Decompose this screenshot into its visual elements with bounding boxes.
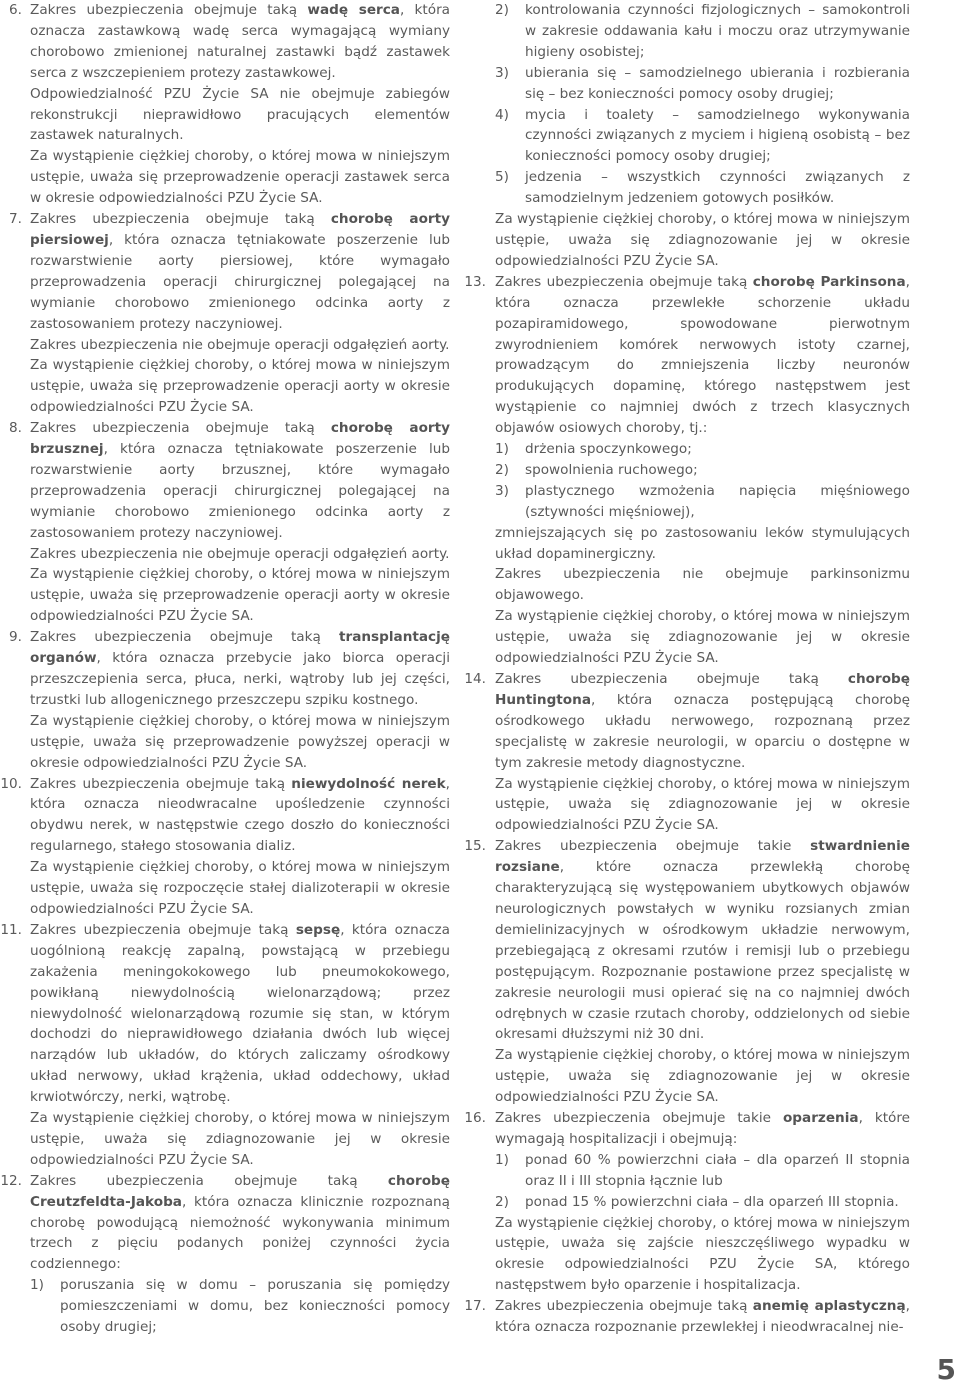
clause-paragraph: [30, 418, 450, 543]
clause-body: [30, 627, 450, 773]
clause-paragraph: [495, 669, 910, 774]
clause-definition: , która oznacza zastawkową wadę serca wymagającą wymiany chorobowo zmienionej naturalnej zastawki bądź zastawek serca z wszczepieniem protezy zastawkowej.: [30, 2, 450, 81]
clause-paragraph: Za wystąpienie ciężkiej choroby, o której mowa w niniejszym ustępie, uważa się przeprowadzenie operacji aorty w okresie odpowiedzialności PZU Życie SA.: [30, 566, 450, 625]
clause-paragraph: Za wystąpienie ciężkiej choroby, o której mowa w niniejszym ustępie, uważa się zdiagnozowanie jej w okresie odpowiedzialności PZU Życie SA.: [495, 608, 911, 667]
clause-definition: , która oznacza klinicznie rozpoznaną chorobę powodującą niemożność wykonywania minimum trzech z pięciu podanych poniżej czynności życia codziennego:: [30, 1193, 450, 1273]
clause-body: [30, 920, 450, 1171]
clause-paragraph: Zakres ubezpieczenia nie obejmuje operacji odgałęzień aorty.: [30, 545, 450, 562]
clause-intro: Zakres ubezpieczenia obejmuje taką: [30, 775, 292, 792]
clause-number: 14.: [464, 671, 486, 687]
clause-paragraph: Za wystąpienie ciężkiej choroby, o której mowa w niniejszym ustępie, uważa się rozpoczęcie stałej dializoterapii w okresie odpowiedzialności PZU Życie SA.: [30, 859, 450, 917]
clause-number: 11.: [0, 921, 22, 938]
sub-item-text: spowolnienia ruchowego;: [525, 461, 698, 478]
sub-item: [495, 167, 910, 209]
clause-number: 15.: [464, 838, 486, 855]
clause-paragraph: Za wystąpienie ciężkiej choroby, o której mowa w niniejszym ustępie, uważa się zdiagnozowanie jej w okresie odpowiedzialności PZU Życie SA.: [495, 775, 911, 834]
clause-number: 9.: [9, 629, 22, 646]
clause-paragraph: [30, 1171, 450, 1276]
clause-paragraph: Za wystąpienie ciężkiej choroby, o której mowa w niniejszym ustępie, uważa się zdiagnozowanie jej w okresie odpowiedzialności PZU Życie SA.: [495, 211, 911, 269]
clause-term: niewydolność nerek: [291, 775, 446, 792]
clause-paragraph: [495, 836, 910, 1045]
clause-paragraph: [30, 627, 450, 711]
sub-item: [30, 1275, 450, 1338]
clause-10: [0, 774, 450, 920]
clause-definition: , która oznacza przebycie jako biorca operacji przeszczepienia serca, płuca, nerki, wątroby lub jej części, trzustki lub allogenicznego przeszczepu szpiku kostnego.: [30, 650, 450, 708]
clause-definition: , która oznacza tętniakowate poszerzenie lub rozwarstwienie aorty piersiowej, które wymagało przeprowadzenia operacji chirurgicznej polegającej na wymianie chorobowo zmienionego odcinka aorty z zastosowaniem protezy naczyniowej.: [30, 231, 450, 332]
clause-intro: Zakres ubezpieczenia obejmuje takie: [495, 838, 811, 855]
sub-item: [495, 1192, 910, 1213]
clause-term: stwardnienie rozsiane: [495, 838, 910, 876]
clause-term: chorobę aorty brzusznej: [30, 420, 450, 458]
sub-item: [495, 0, 910, 63]
clause-7: [0, 209, 450, 418]
sub-item-number: 3): [495, 64, 509, 81]
clause-paragraph: zmniejszających się po zastosowaniu leków stymulujących układ dopaminergiczny.: [495, 524, 910, 562]
sub-item-number: 1): [495, 441, 509, 458]
clause-term: chorobę Creutzfeldta-Jakoba: [30, 1172, 450, 1210]
sub-item-text: plastycznego wzmożenia napięcia mięśniowego (sztywności mięśniowej),: [525, 482, 910, 520]
clause-body: [495, 1108, 910, 1296]
clause-paragraph: Zakres ubezpieczenia nie obejmuje parkinsonizmu objawowego.: [495, 566, 910, 604]
clause-14: [458, 669, 910, 836]
clause-body: [30, 418, 450, 627]
clause-number: 10.: [0, 775, 22, 792]
clause-number: 8.: [9, 420, 22, 437]
clause-number: 13.: [464, 273, 486, 290]
clause-term: chorobę Huntingtona: [495, 671, 910, 708]
sub-item-text: drżenia spoczynkowego;: [525, 441, 692, 458]
clause-body: [30, 774, 450, 920]
sub-item-text: ponad 15 % powierzchni ciała – dla oparzeń III stopnia.: [525, 1193, 899, 1210]
clause-intro: Zakres ubezpieczenia obejmuje taką: [30, 921, 296, 938]
sub-item-number: 1): [30, 1277, 44, 1294]
sub-item-text: jedzenia – wszystkich czynności związanych z samodzielnym jedzeniem gotowych posiłków.: [525, 169, 910, 207]
clause-paragraph: Zakres ubezpieczenia nie obejmuje operacji odgałęzień aorty.: [30, 336, 450, 353]
page-number: 5: [936, 1353, 956, 1386]
clause-paragraph: [30, 920, 450, 1108]
clause-term: oparzenia: [782, 1110, 859, 1127]
clause-13: [458, 272, 910, 669]
clause-intro: Zakres ubezpieczenia obejmuje taką: [495, 671, 848, 687]
left-column: [0, 0, 450, 1338]
clause-term: transplantację organów: [30, 629, 450, 667]
sub-item: [495, 481, 910, 523]
clause-definition: , które oznacza przewlekłą chorobę charakteryzującą się występowaniem ubytkowych objawów neurologicznych powstałych w wyniku rozsianych zmian demielinizacyjnych w ośrodkowym układzie nerwowym, przebiegającą z okresami rzutów i remisji lub o przebiegu postępującym. Rozpoznanie postawione przez specjalistę w zakresie neurologii musi opierać się na co najmniej dwóch odrębnych w czasie rzutach choroby, oddzielonych od siebie okresami dłuższymi niż 30 dni.: [495, 859, 910, 1043]
clause-paragraph: [30, 774, 450, 858]
clause-body: [30, 1171, 450, 1338]
sub-item-number: 3): [495, 482, 509, 499]
sub-item: [495, 105, 910, 168]
clause-definition: , które wymagają hospitalizacji i obejmują:: [495, 1110, 910, 1147]
sub-item-number: 1): [495, 1151, 509, 1168]
clause-number: 16.: [464, 1110, 486, 1127]
sub-item: [495, 460, 910, 481]
sub-item-text: kontrolowania czynności fizjologicznych – samokontroli w zakresie oddawania kału i moczu oraz utrzymywanie higieny osobistej;: [525, 2, 910, 60]
sub-item-number: 4): [495, 106, 509, 123]
clause-definition: , która oznacza rozpoznanie przewlekłej i nieodwracalnej nie-: [495, 1298, 910, 1336]
sub-item: [495, 1150, 910, 1192]
clause-term: chorobę aorty piersiowej: [30, 211, 450, 248]
sub-item-number: 5): [495, 169, 509, 186]
clause-intro: Zakres ubezpieczenia obejmuje taką: [30, 420, 331, 437]
clause-intro: Zakres ubezpieczenia obejmuje takie: [495, 1110, 783, 1127]
clause-number: 7.: [9, 211, 22, 228]
sub-item: [495, 439, 910, 460]
sub-item-text: poruszania się w domu – poruszania się pomiędzy pomieszczeniami w domu, bez konieczności pomocy osoby drugiej;: [60, 1277, 450, 1336]
sub-item-number: 2): [495, 461, 509, 478]
clause-definition: , która oznacza tętniakowate poszerzenie lub rozwarstwienie aorty brzusznej, które wymagało przeprowadzenia operacji chirurgicznej polegającej na wymianie chorobowo zmienionego odcinka aorty z zastosowaniem protezy naczyniowej.: [30, 441, 450, 541]
sub-item-text: mycia i toalety – samodzielnego wykonywania czynności związanych z myciem i higieną osobistą – bez konieczności pomocy osoby drugiej;: [525, 106, 910, 165]
clause-number: 6.: [9, 2, 22, 18]
clause-body: [495, 272, 910, 669]
clause-6: [0, 0, 450, 209]
clause-paragraph: Za wystąpienie ciężkiej choroby, o której mowa w niniejszym ustępie, uważa się przeprowadzenie operacji aorty w okresie odpowiedzialności PZU Życie SA.: [30, 357, 450, 416]
clause-paragraph: [30, 209, 450, 334]
clause-paragraph: Za wystąpienie ciężkiej choroby, o której mowa w niniejszym ustępie, uważa się przeprowadzenie operacji zastawek serca w okresie odpowiedzialności PZU Życie SA.: [30, 148, 450, 207]
clause-term: anemię aplastyczną: [752, 1298, 906, 1315]
clause-paragraph: [495, 272, 910, 439]
sub-item-number: 2): [495, 2, 509, 18]
clause-12-continued: [458, 0, 910, 272]
clause-8: [0, 418, 450, 627]
clause-definition: , która oznacza postępującą chorobę ośrodkowego układu nerwowego, rozpoznaną przez specjalistę w zakresie neurologii, w oparciu o dostępne w tym zakresie metody diagnostyczne.: [495, 691, 910, 771]
clause-9: [0, 627, 450, 773]
clause-definition: , która oznacza nieodwracalne upośledzenie czynności obydwu nerek, w następstwie czego doszło do konieczności regularnego, stałego stosowania dializ.: [30, 775, 450, 855]
clause-intro: Zakres ubezpieczenia obejmuje taką: [495, 1298, 753, 1315]
clause-body: [495, 669, 910, 836]
clause-term: wadę serca: [307, 2, 400, 18]
clause-body: [30, 0, 450, 209]
clause-paragraph: Za wystąpienie ciężkiej choroby, o której mowa w niniejszym ustępie, uważa się zajście nieszczęśliwego wypadku w okresie odpowiedzialności PZU Życie SA, którego następstwem było oparzenie i hospitalizacja.: [495, 1214, 911, 1294]
clause-paragraph: [30, 0, 450, 84]
clause-paragraph: [495, 1296, 910, 1338]
clause-paragraph: [495, 1108, 910, 1150]
clause-body: [495, 1296, 910, 1338]
clause-paragraph: Za wystąpienie ciężkiej choroby, o której mowa w niniejszym ustępie, uważa się przeprowadzenie powyższej operacji w okresie odpowiedzialności PZU Życie SA.: [30, 712, 450, 771]
clause-paragraph: Odpowiedzialność PZU Życie SA nie obejmuje zabiegów rekonstrukcji nieprawidłowo pracujących elementów zastawek naturalnych.: [30, 85, 450, 144]
clause-11: [0, 920, 450, 1171]
clause-12: [0, 1171, 450, 1338]
sub-item-text: ponad 60 % powierzchni ciała – dla oparzeń II stopnia oraz II i III stopnia łącznie lub: [525, 1151, 910, 1189]
clause-number: 12.: [0, 1172, 22, 1189]
clause-17: [458, 1296, 910, 1338]
clause-term: sepsę: [295, 921, 341, 938]
clause-intro: Zakres ubezpieczenia obejmuje taką: [30, 1172, 388, 1189]
clause-body: [495, 836, 910, 1108]
clause-definition: , która oznacza przewlekłe schorzenie układu pozapiramidowego, spowodowane pierwotnym zwyrodnieniem komórek nerwowych istoty czarnej, prowadzącym do zmniejszenia liczby neuronów produkujących dopaminę, którego następstwem jest wystąpienie co najmniej dwóch z trzech klasycznych objawów osiowych choroby, tj.:: [495, 273, 910, 437]
clause-paragraph: Za wystąpienie ciężkiej choroby, o której mowa w niniejszym ustępie, uważa się zdiagnozowanie jej w okresie odpowiedzialności PZU Życie SA.: [495, 1047, 911, 1106]
clause-15: [458, 836, 910, 1108]
clause-term: chorobę Parkinsona: [752, 273, 906, 290]
clause-intro: Zakres ubezpieczenia obejmuje taką: [30, 629, 339, 646]
sub-item-text: ubierania się – samodzielnego ubierania i rozbierania się – bez konieczności pomocy osoby drugiej;: [525, 64, 910, 102]
clause-16: [458, 1108, 910, 1296]
clause-number: 17.: [464, 1298, 486, 1315]
right-column: [458, 0, 910, 1338]
clause-body: [30, 209, 450, 418]
sub-item: [495, 63, 910, 105]
clause-paragraph: Za wystąpienie ciężkiej choroby, o której mowa w niniejszym ustępie, uważa się zdiagnozowanie jej w okresie odpowiedzialności PZU Życie SA.: [30, 1110, 450, 1168]
clause-intro: Zakres ubezpieczenia obejmuje taką: [30, 211, 331, 228]
clause-intro: Zakres ubezpieczenia obejmuje taką: [30, 2, 308, 18]
sub-item-number: 2): [495, 1193, 509, 1210]
clause-intro: Zakres ubezpieczenia obejmuje taką: [495, 273, 753, 290]
clause-definition: , która oznacza uogólnioną reakcję zapalną, powstającą w przebiegu zakażenia meningokokowego lub pneumokokowego, powikłaną niewydolnością wielonarządową; przez niewydolność wielonarządową rozumie się stan, w którym dochodzi do nieprawidłowego działania dwóch lub więcej narządów lub układów, do których zaliczamy ośrodkowy układ nerwowy, układ krążenia, układ oddechowy, układ krwiotwórczy, nerki, wątrobę.: [30, 921, 450, 1106]
